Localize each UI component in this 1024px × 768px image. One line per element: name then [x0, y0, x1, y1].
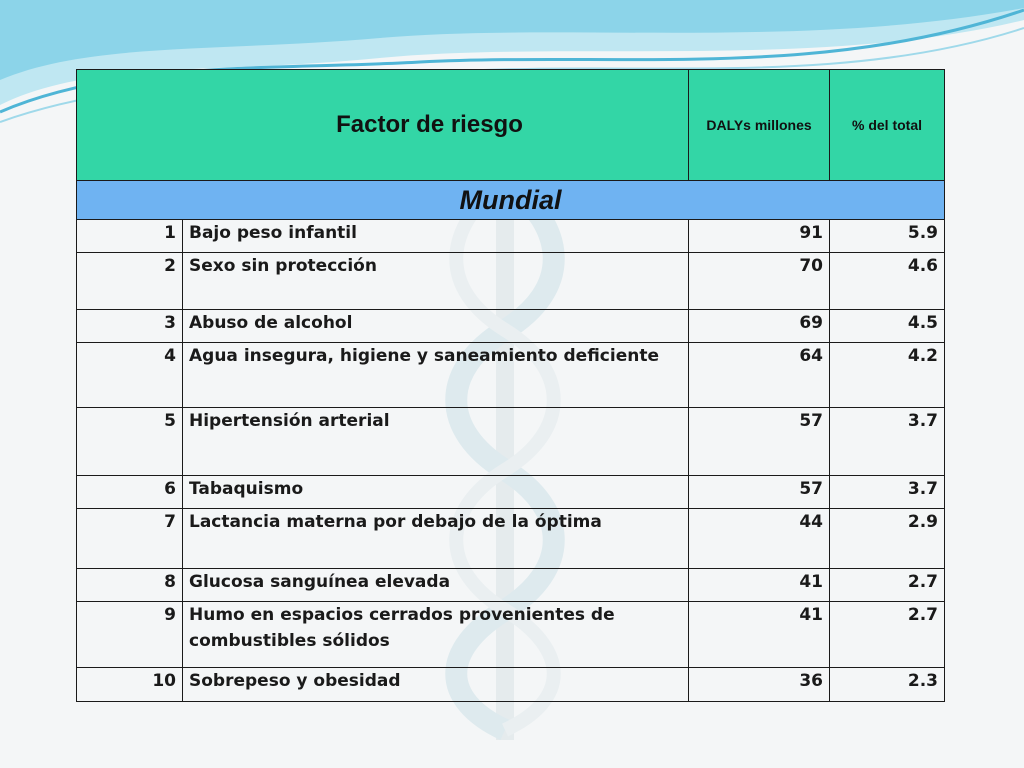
rank-cell: 2	[77, 253, 183, 310]
factor-cell: Agua insegura, higiene y saneamiento deficiente	[183, 343, 689, 408]
table-row	[77, 569, 945, 602]
factor-cell: Lactancia materna por debajo de la óptima	[183, 509, 689, 569]
region-row	[77, 181, 945, 220]
dalys-cell: 69	[689, 310, 830, 343]
factor-cell: Hipertensión arterial	[183, 408, 689, 476]
table-row	[77, 476, 945, 509]
region-label: Mundial	[77, 181, 945, 220]
dalys-cell: 70	[689, 253, 830, 310]
dalys-cell: 64	[689, 343, 830, 408]
percent-cell: 2.7	[830, 602, 945, 668]
rank-cell: 7	[77, 509, 183, 569]
dalys-cell: 57	[689, 476, 830, 509]
rank-cell: 1	[77, 220, 183, 253]
factor-cell: Bajo peso infantil	[183, 220, 689, 253]
percent-cell: 4.6	[830, 253, 945, 310]
table-row	[77, 343, 945, 408]
dalys-cell: 36	[689, 668, 830, 702]
dalys-cell: 44	[689, 509, 830, 569]
percent-cell: 3.7	[830, 476, 945, 509]
dalys-cell: 57	[689, 408, 830, 476]
rank-cell: 10	[77, 668, 183, 702]
rank-cell: 5	[77, 408, 183, 476]
percent-cell: 3.7	[830, 408, 945, 476]
percent-cell: 4.2	[830, 343, 945, 408]
factor-cell: Humo en espacios cerrados provenientes de combustibles sólidos	[183, 602, 689, 668]
table-row	[77, 408, 945, 476]
table-row	[77, 220, 945, 253]
factor-cell: Abuso de alcohol	[183, 310, 689, 343]
factor-cell: Tabaquismo	[183, 476, 689, 509]
factor-cell: Sexo sin protección	[183, 253, 689, 310]
table-row	[77, 602, 945, 668]
rank-cell: 6	[77, 476, 183, 509]
dalys-cell: 41	[689, 602, 830, 668]
percent-cell: 4.5	[830, 310, 945, 343]
header-factor: Factor de riesgo	[77, 70, 689, 181]
factor-cell: Glucosa sanguínea elevada	[183, 569, 689, 602]
header-percent: % del total	[830, 70, 945, 181]
rank-cell: 8	[77, 569, 183, 602]
dalys-cell: 91	[689, 220, 830, 253]
table-row	[77, 509, 945, 569]
rank-cell: 3	[77, 310, 183, 343]
table-row	[77, 668, 945, 702]
header-dalys: DALYs millones	[689, 70, 830, 181]
table-row	[77, 253, 945, 310]
percent-cell: 2.7	[830, 569, 945, 602]
factor-cell: Sobrepeso y obesidad	[183, 668, 689, 702]
percent-cell: 5.9	[830, 220, 945, 253]
rank-cell: 9	[77, 602, 183, 668]
percent-cell: 2.3	[830, 668, 945, 702]
rank-cell: 4	[77, 343, 183, 408]
risk-factor-table	[76, 69, 945, 702]
table-header-row	[77, 70, 945, 181]
dalys-cell: 41	[689, 569, 830, 602]
percent-cell: 2.9	[830, 509, 945, 569]
table-row	[77, 310, 945, 343]
